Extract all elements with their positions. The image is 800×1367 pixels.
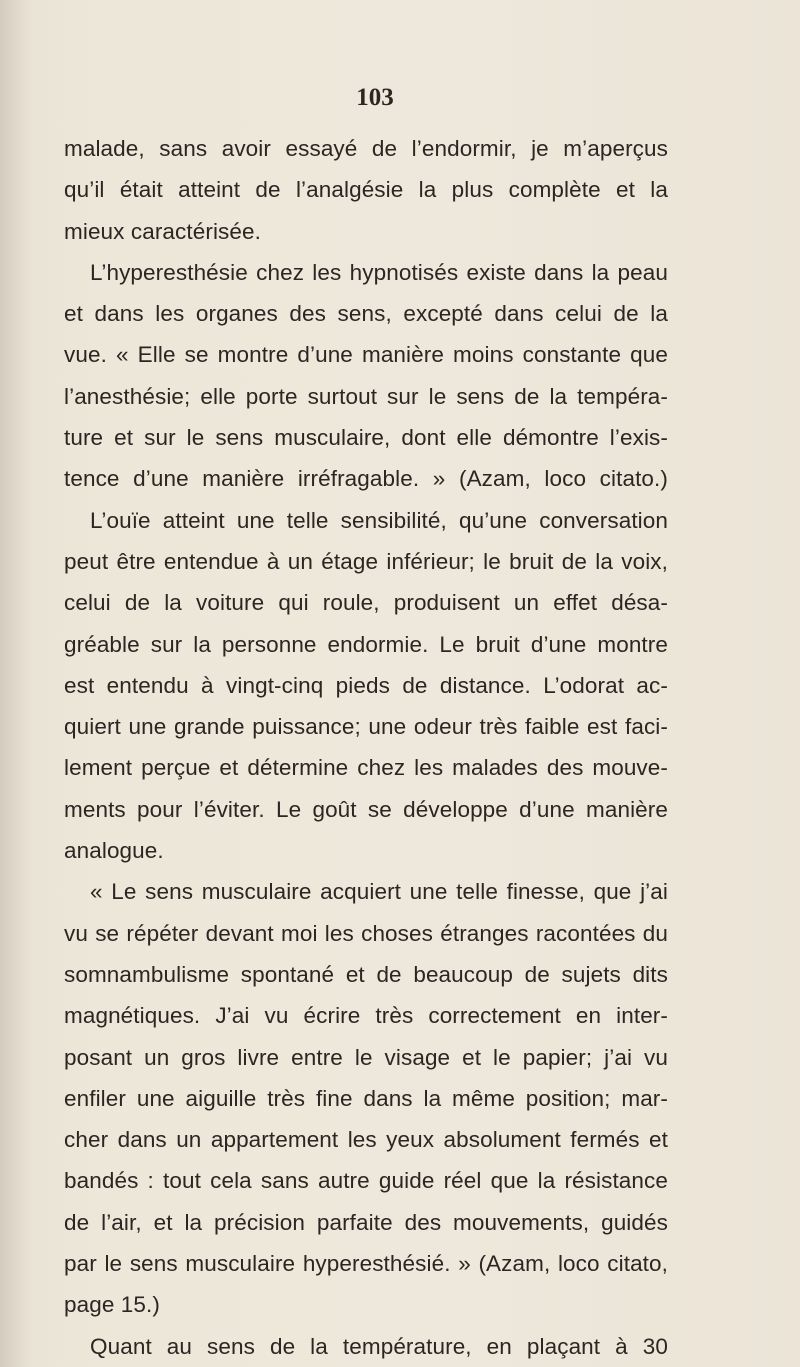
page-number: 103 xyxy=(356,84,394,111)
text-line: tence d’une manière irréfragable. » (Azam, loco citato.) xyxy=(64,466,668,492)
text-line: qu’il était atteint de l’analgésie la plus complète et la xyxy=(64,177,668,203)
text-line: l’anesthésie; elle porte surtout sur le sens de la tempéra- xyxy=(64,383,668,409)
text-line: malade, sans avoir essayé de l’endormir, je m’aperçus xyxy=(64,136,668,161)
text-line: vue. « Elle se montre d’une manière moins constante que xyxy=(64,342,668,368)
text-line: ture et sur le sens musculaire, dont elle démontre l’exis- xyxy=(64,425,668,451)
text-line: « Le sens musculaire acquiert une telle finesse, que j’ai xyxy=(90,879,668,905)
page-gutter-shadow xyxy=(0,0,30,1367)
text-line: cher dans un appartement les yeux absolument fermés et xyxy=(64,1127,668,1153)
text-line: analogue. xyxy=(64,838,164,864)
text-line: et dans les organes des sens, excepté dans celui de la xyxy=(64,301,668,327)
text-line: bandés : tout cela sans autre guide réel que la résistance xyxy=(64,1168,668,1194)
text-line: est entendu à vingt-cinq pieds de distance. L’odorat ac- xyxy=(64,672,668,698)
text-line: mieux caractérisée. xyxy=(64,218,261,244)
text-line: magnétiques. J’ai vu écrire très correctement en inter- xyxy=(64,1003,668,1029)
text-line: somnambulisme spontané et de beaucoup de sujets dits xyxy=(64,961,668,987)
text-line: ments pour l’éviter. Le goût se développe d’une manière xyxy=(64,796,668,822)
text-line: peut être entendue à un étage inférieur; le bruit de la voix, xyxy=(64,548,668,574)
text-line: vu se répéter devant moi les choses étranges racontées du xyxy=(64,920,668,946)
text-line: L’ouïe atteint une telle sensibilité, qu’une conversation xyxy=(90,507,668,533)
text-line: de l’air, et la précision parfaite des mouvements, guidés xyxy=(64,1209,668,1235)
text-line: celui de la voiture qui roule, produisent un effet désa- xyxy=(64,590,668,616)
text-line: posant un gros livre entre le visage et le papier; j’ai vu xyxy=(64,1044,668,1070)
text-line: enfiler une aiguille très fine dans la même position; mar- xyxy=(64,1085,668,1111)
text-line: L’hyperesthésie chez les hypnotisés existe dans la peau xyxy=(90,259,668,285)
text-line: quiert une grande puissance; une odeur très faible est faci- xyxy=(64,714,668,740)
text-line: gréable sur la personne endormie. Le bruit d’une montre xyxy=(64,631,668,657)
text-line: lement perçue et détermine chez les malades des mouve- xyxy=(64,755,668,781)
text-line: par le sens musculaire hyperesthésié. » (Azam, loco citato, xyxy=(64,1251,668,1277)
text-line: page 15.) xyxy=(64,1292,160,1318)
text-line: Quant au sens de la température, en plaçant à 30 xyxy=(90,1333,668,1359)
body-text xyxy=(64,128,668,1367)
